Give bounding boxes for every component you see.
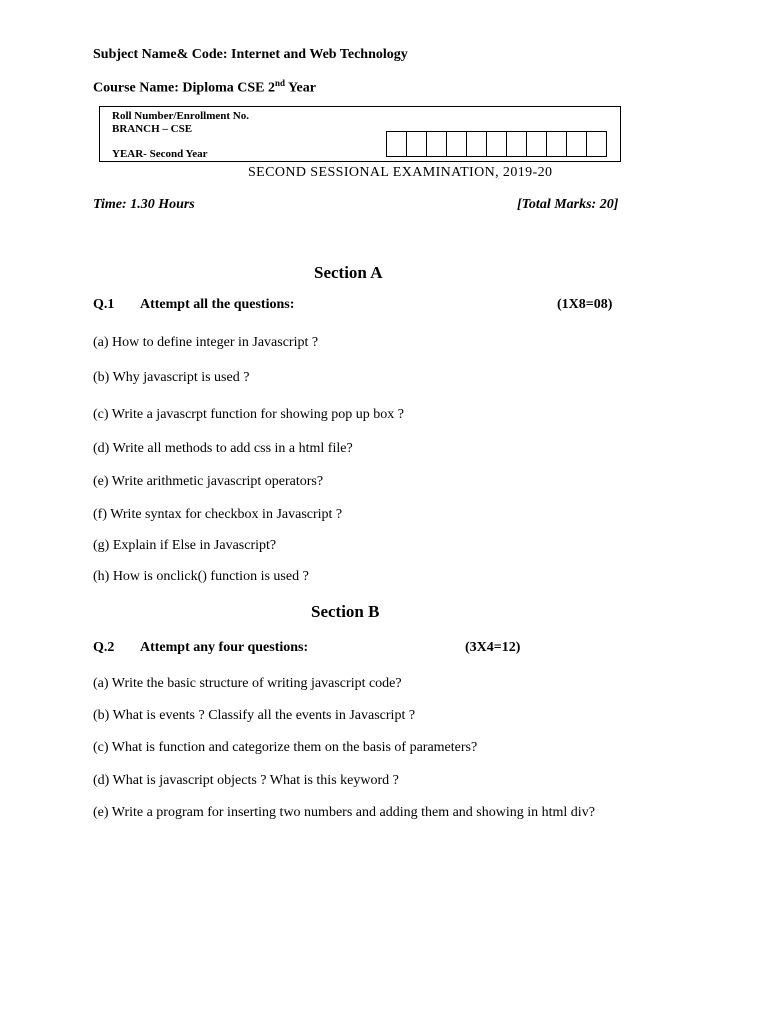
roll-number-box[interactable]: [426, 131, 447, 157]
section-b-title: Section B: [311, 602, 380, 621]
section-a-item: (h) How is onclick() function is used ?: [93, 569, 309, 584]
year-label: YEAR- Second Year: [112, 148, 208, 160]
student-info-box: [99, 106, 621, 162]
course-line: [93, 78, 316, 97]
section-b-item: (d) What is javascript objects ? What is this keyword ?: [93, 773, 399, 788]
section-a-item: (g) Explain if Else in Javascript?: [93, 538, 277, 553]
course-superscript: nd: [275, 78, 286, 88]
section-a-item: (c) Write a javascrpt function for showing pop up box ?: [93, 407, 404, 422]
section-b-item: (e) Write a program for inserting two numbers and adding them and showing in html div?: [93, 805, 595, 820]
roll-number-box[interactable]: [386, 131, 407, 157]
roll-number-label: Roll Number/Enrollment No.: [112, 110, 249, 122]
roll-number-box[interactable]: [466, 131, 487, 157]
section-a-marks: (1X8=08): [557, 297, 613, 312]
subject-line: Subject Name& Code: Internet and Web Technology: [93, 47, 408, 62]
section-b-item: (a) Write the basic structure of writing javascript code?: [93, 676, 402, 691]
section-a-item: (e) Write arithmetic javascript operators?: [93, 474, 324, 489]
section-a-instruction: Attempt all the questions:: [140, 297, 295, 312]
exam-title: SECOND SESSIONAL EXAMINATION, 2019-20: [248, 165, 553, 180]
total-marks-label: [Total Marks: 20]: [517, 197, 619, 212]
roll-number-box[interactable]: [566, 131, 587, 157]
section-a-item: (b) Why javascript is used ?: [93, 370, 250, 385]
section-b-item: (b) What is events ? Classify all the events in Javascript ?: [93, 708, 416, 723]
time-label: Time: 1.30 Hours: [93, 197, 195, 212]
course-suffix: Year: [285, 80, 316, 96]
roll-number-boxes[interactable]: [387, 131, 607, 157]
section-a-question-number: Q.1: [93, 297, 115, 312]
section-b-marks: (3X4=12): [465, 640, 521, 655]
section-b-instruction: Attempt any four questions:: [140, 640, 309, 655]
section-a-item: (d) Write all methods to add css in a html file?: [93, 441, 353, 456]
roll-number-box[interactable]: [486, 131, 507, 157]
section-a-item: (a) How to define integer in Javascript ?: [93, 335, 319, 350]
roll-number-box[interactable]: [546, 131, 567, 157]
roll-number-box[interactable]: [446, 131, 467, 157]
roll-number-box[interactable]: [406, 131, 427, 157]
section-a-title: Section A: [314, 263, 383, 282]
roll-number-box[interactable]: [586, 131, 607, 157]
branch-label: BRANCH – CSE: [112, 123, 193, 135]
course-prefix: Course Name: Diploma CSE 2: [93, 80, 275, 96]
section-b-question-number: Q.2: [93, 640, 115, 655]
roll-number-box[interactable]: [506, 131, 527, 157]
section-b-item: (c) What is function and categorize them on the basis of parameters?: [93, 740, 478, 755]
roll-number-box[interactable]: [526, 131, 547, 157]
section-a-item: (f) Write syntax for checkbox in Javascript ?: [93, 507, 343, 522]
